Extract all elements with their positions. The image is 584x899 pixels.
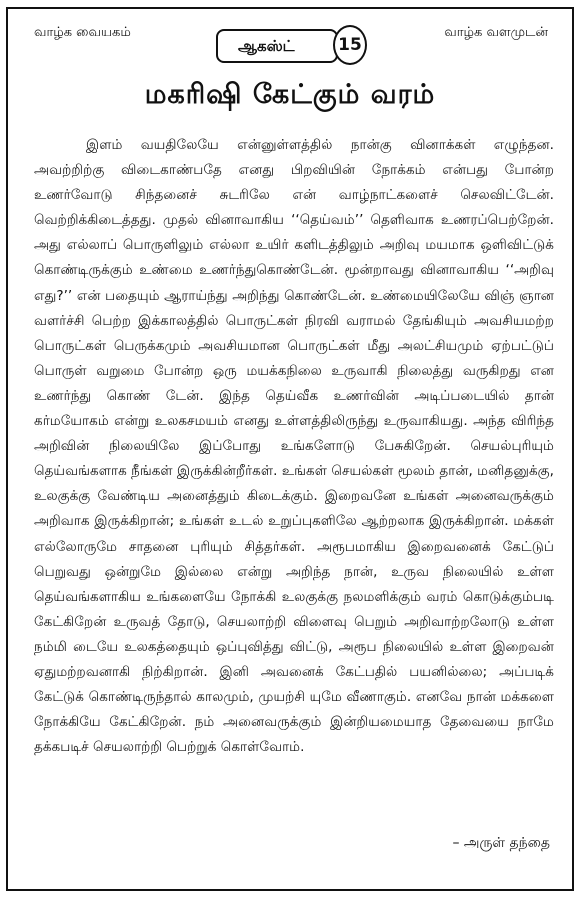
header-right-slogan: வாழ்க வளமுடன் bbox=[444, 25, 548, 40]
month-label bbox=[216, 29, 338, 63]
page-number: 15 bbox=[338, 35, 362, 55]
article-title: மகரிஷி கேட்கும் வரம் bbox=[144, 79, 436, 110]
article-signature: – அருள் தந்தை bbox=[452, 835, 550, 851]
month-text: ஆகஸ்ட் bbox=[238, 37, 295, 55]
article-body: இளம் வயதிலேயே என்னுள்ளத்தில் நான்கு வினாக்கள் எழுந்தன. அவற்றிற்கு விடைகாண்பதே எனது பிறவியின் நோக்கம் என்பது போன்ற உணர்வோடு சிந்தனைச் சுடரிலே என் வாழ்நாட்களைச் செலவிட்டேன். வெற்றிக்கிடைத்தது. முதல் வினாவாகிய ‘‘தெய்வம்’’ தெளிவாக உணரப்பெற்றேன். அது எல்லாப் பொருளிலும் எல்லா உயிர் களிடத்திலும் அறிவு மயமாக ஒளிவிட்டுக் கொண்டிருக்கும் உண்மை உணர்ந்துகொண்டேன். மூன்றாவது வினாவாகிய ‘‘அறிவு எது?’’ என் பதையும் ஆராய்ந்து அறிந்து கொண்டேன். உண்மையிலேயே விஞ் ஞான வளர்ச்சி பெற்ற இக்காலத்தில் பொருட்கள் நிரவி வராமல் தேங்கியும் அவசியமற்ற பொருட்கள் பெருக்கமும் அவசியமான பொருட்கள் மீது அலட்சியமும் ஏற்பட்டுப் பொருள் வறுமை போன்ற ஒரு மயக்கநிலை உருவாகி நிலைத்து வருகிறது என உணர்ந்து கொண் டேன். இந்த தெய்வீக உணர்வின் அடிப்படையில் தான் கர்மயோகம் என்று உலகசமயம் எனது உள்ளத்திலிருந்து உருவாகியது. அந்த விரிந்த அறிவின் நிலையிலே இப்போது உங்களோடு பேசுகிறேன். செயல்புரியும் தெய்வங்களாக நீங்கள் இருக்கின்றீர்கள். உங்கள் செயல்கள் மூலம் தான், மனிதனுக்கு, உலகுக்கு வேண்டிய அனைத்தும் கிடைக்கும். இறைவனே உங்கள் அனைவருக்கும் அறிவாக இருக்கிறான்; உங்கள் உடல் உறுப்புகளிலே ஆற்றலாக இருக்கிறான். மக்கள் எல்லோருமே சாதனை புரியும் சித்தர்கள். அரூபமாகிய இறைவனைக் கேட்டுப் பெறுவது ஒன்றுமே இல்லை என்று அறிந்த நான், உருவ நிலையில் உள்ள தெய்வங்களாகிய உங்களையே நோக்கி உலகுக்கு நலமளிக்கும் வரம் கொடுக்கும்படி கேட்கிறேன் உருவத் தோடு, செயலாற்றி விளைவு பெறும் அறிவாற்றலோடு உள்ள நம்மி டையே உலகத்தையும் ஒப்புவித்து விட்டு, அரூப நிலையில் உள்ள இறைவன் ஏதுமற்றவனாகி நிற்கிறான். இனி அவனைக் கேட்பதில் பயனில்லை; அப்படிக் கேட்டுக் கொண்டிருந்தால் காலமும், முயற்சி யுமே வீணாகும். எனவே நான் மக்களை நோக்கியே கேட்கிறேன். நம் அனைவருக்கும் இன்றியமையாத தேவையை நாமே தக்கபடிச் செயலாற்றி பெற்றுக் கொள்வோம். bbox=[34, 137, 554, 756]
page-header bbox=[8, 9, 572, 69]
page-frame bbox=[6, 7, 574, 891]
page-number-badge bbox=[333, 25, 367, 65]
header-left-slogan: வாழ்க வையகம் bbox=[34, 25, 131, 40]
